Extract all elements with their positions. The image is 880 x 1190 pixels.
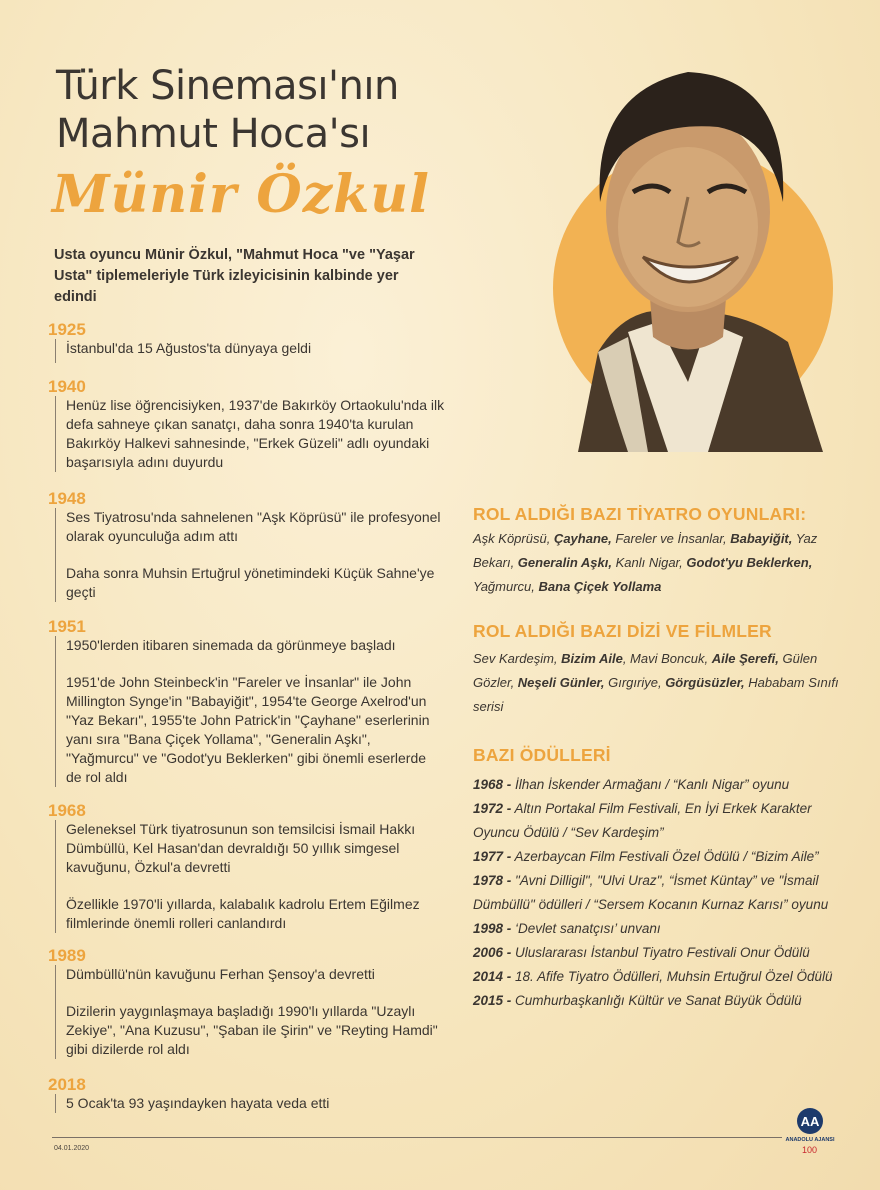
film-item: Neşeli Günler, bbox=[517, 675, 605, 690]
films-list bbox=[473, 647, 848, 719]
award-item bbox=[473, 797, 853, 845]
award-item bbox=[473, 845, 853, 869]
page-title bbox=[56, 62, 399, 158]
award-text: Uluslararası İstanbul Tiyatro Festivali Onur Ödülü bbox=[511, 945, 810, 960]
award-year: 1998 - bbox=[473, 921, 512, 936]
timeline-text: Ses Tiyatrosu'nda sahnelenen "Aşk Köprüsü" ile profesyonel olarak oyunculuğa adım attı bbox=[66, 509, 441, 544]
footer-divider bbox=[52, 1137, 782, 1138]
timeline-text: Dizilerin yaygınlaşmaya başladığı 1990'lı yıllarda "Uzaylı Zekiye", "Ana Kuzusu", "Şaban ile Şirin" ve "Reyting Hamdi" gibi dizilerde rol aldı bbox=[66, 1003, 438, 1057]
award-year: 1972 - bbox=[473, 801, 512, 816]
theatre-list bbox=[473, 527, 848, 599]
award-text: "Avni Dilligil", "Ulvi Uraz", “İsmet Küntay” ve "İsmail Dümbüllü" ödülleri / “Sersem Kocanın Kurnaz Karısı” oyunu bbox=[473, 873, 829, 912]
film-item: Gülen Gözler, bbox=[473, 651, 818, 690]
title-line-2: Mahmut Hoca'sı bbox=[56, 111, 371, 157]
award-text: ‘Devlet sanatçısı’ unvanı bbox=[511, 921, 661, 936]
timeline-year: 1940 bbox=[48, 377, 86, 396]
timeline-year: 1948 bbox=[48, 489, 86, 508]
theatre-item: Aşk Köprüsü, bbox=[473, 531, 554, 546]
timeline-text: Geleneksel Türk tiyatrosunun son temsilcisi İsmail Hakkı Dümbüllü, Kel Hasan'dan devraldığı 50 yıllık simgesel kavuğunu, Özkul'a devretti bbox=[66, 821, 416, 875]
timeline-entry bbox=[55, 965, 445, 1059]
film-item: Hababam Sınıfı serisi bbox=[473, 675, 839, 714]
timeline-text: 5 Ocak'ta 93 yaşındayken hayata veda etti bbox=[66, 1095, 330, 1111]
film-item: Sev Kardeşim, bbox=[473, 651, 562, 666]
timeline-entry bbox=[55, 339, 445, 363]
award-text: Cumhurbaşkanlığı Kültür ve Sanat Büyük Ödülü bbox=[511, 993, 802, 1008]
timeline-entry bbox=[55, 636, 445, 787]
film-item: Görgüsüzler, bbox=[665, 675, 745, 690]
film-item: , Mavi Boncuk, bbox=[622, 651, 712, 666]
theatre-heading: ROL ALDIĞI BAZI TİYATRO OYUNLARI: bbox=[473, 504, 807, 524]
films-heading: ROL ALDIĞI BAZI DİZİ VE FİLMLER bbox=[473, 621, 772, 641]
timeline-year: 1989 bbox=[48, 946, 86, 965]
anadolu-agency-logo bbox=[780, 1105, 840, 1160]
svg-text:100: 100 bbox=[802, 1145, 818, 1155]
timeline-entry bbox=[55, 1094, 445, 1113]
award-item bbox=[473, 917, 853, 941]
theatre-item: Kanlı Nigar, bbox=[611, 555, 687, 570]
timeline-entry bbox=[55, 820, 445, 933]
award-text: Altın Portakal Film Festivali, En İyi Erkek Karakter Oyuncu Ödülü / “Sev Kardeşim” bbox=[473, 801, 812, 840]
award-year: 1977 - bbox=[473, 849, 512, 864]
theatre-item: Yaz Bekarı, bbox=[473, 531, 818, 570]
award-text: Azerbaycan Film Festivali Özel Ödülü / “Bizim Aile” bbox=[511, 849, 819, 864]
award-year: 2015 - bbox=[473, 993, 512, 1008]
award-item bbox=[473, 869, 853, 917]
award-year: 1978 - bbox=[473, 873, 512, 888]
award-year: 1968 - bbox=[473, 777, 512, 792]
publish-date: 04.01.2020 bbox=[54, 1145, 90, 1152]
portrait-image bbox=[538, 52, 828, 452]
logo-agency-name: ANADOLU AJANSI bbox=[785, 1137, 835, 1143]
award-year: 2014 - bbox=[473, 969, 512, 984]
film-item: Aile Şerefi, bbox=[711, 651, 779, 666]
theatre-item: Godot'yu Beklerken, bbox=[686, 555, 813, 570]
timeline-text: 1950'lerden itibaren sinemada da görünmeye başladı bbox=[66, 637, 396, 653]
awards-list bbox=[473, 773, 853, 1013]
subject-name: Münir Özkul bbox=[52, 164, 430, 225]
timeline-text: Dümbüllü'nün kavuğunu Ferhan Şensoy'a devretti bbox=[66, 966, 375, 982]
award-item bbox=[473, 773, 853, 797]
logo-mark: AA bbox=[800, 1114, 820, 1129]
film-item: Bizim Aile bbox=[561, 651, 623, 666]
theatre-item: Yağmurcu, bbox=[473, 579, 539, 594]
award-year: 2006 - bbox=[473, 945, 512, 960]
theatre-item: Fareler ve İnsanlar, bbox=[611, 531, 731, 546]
award-text: İlhan İskender Armağanı / “Kanlı Nigar” oyunu bbox=[511, 777, 790, 792]
timeline-year: 1951 bbox=[48, 617, 86, 636]
timeline-year: 1925 bbox=[48, 320, 86, 339]
film-item: Gırgıriye, bbox=[604, 675, 666, 690]
timeline-year: 2018 bbox=[48, 1075, 86, 1094]
theatre-item: Babayiğit, bbox=[730, 531, 793, 546]
timeline-entry bbox=[55, 508, 445, 602]
intro-text: Usta oyuncu Münir Özkul, "Mahmut Hoca "ve "Yaşar Usta" tiplemeleriyle Türk izleyicisinin kalbinde yer edindi bbox=[54, 247, 415, 305]
theatre-item: Bana Çiçek Yollama bbox=[538, 579, 662, 594]
theatre-item: Çayhane, bbox=[553, 531, 612, 546]
theatre-item: Generalin Aşkı, bbox=[517, 555, 612, 570]
awards-heading: BAZI ÖDÜLLERİ bbox=[473, 745, 611, 765]
award-item bbox=[473, 965, 853, 989]
timeline-text: Henüz lise öğrencisiyken, 1937'de Bakırköy Ortaokulu'nda ilk defa sahneye çıkan sanatçı, daha sonra 1940'ta kurulan Bakırköy Halkevi sahnesinde, "Erkek Güzeli" adlı oyundaki başarısıyla adını duyurdu bbox=[66, 397, 445, 470]
timeline-entry bbox=[55, 396, 445, 472]
timeline-text: Özellikle 1970'li yıllarda, kalabalık kadrolu Ertem Eğilmez filmlerinde önemli rolleri canlandırdı bbox=[66, 896, 420, 931]
award-text: 18. Afife Tiyatro Ödülleri, Muhsin Ertuğrul Özel Ödülü bbox=[511, 969, 833, 984]
award-item bbox=[473, 941, 853, 965]
timeline-year: 1968 bbox=[48, 801, 86, 820]
award-item bbox=[473, 989, 853, 1013]
timeline-text: Daha sonra Muhsin Ertuğrul yönetimindeki Küçük Sahne'ye geçti bbox=[66, 565, 435, 600]
timeline-text: İstanbul'da 15 Ağustos'ta dünyaya geldi bbox=[66, 340, 312, 356]
title-line-1: Türk Sineması'nın bbox=[56, 63, 399, 109]
timeline-text: 1951'de John Steinbeck'in "Fareler ve İnsanlar" ile John Millington Synge'in "Babayiğit", 1954'te George Axelrod'un "Yaz Bekarı", 1955'te John Patrick'in "Çayhane" eserlerinin yanı sıra "Bana Çiçek Yollama", "Generalin Aşkı", "Yağmurcu" ve "Godot'yu Beklerken" gibi önemli eserlerde de rol aldı bbox=[66, 674, 430, 785]
